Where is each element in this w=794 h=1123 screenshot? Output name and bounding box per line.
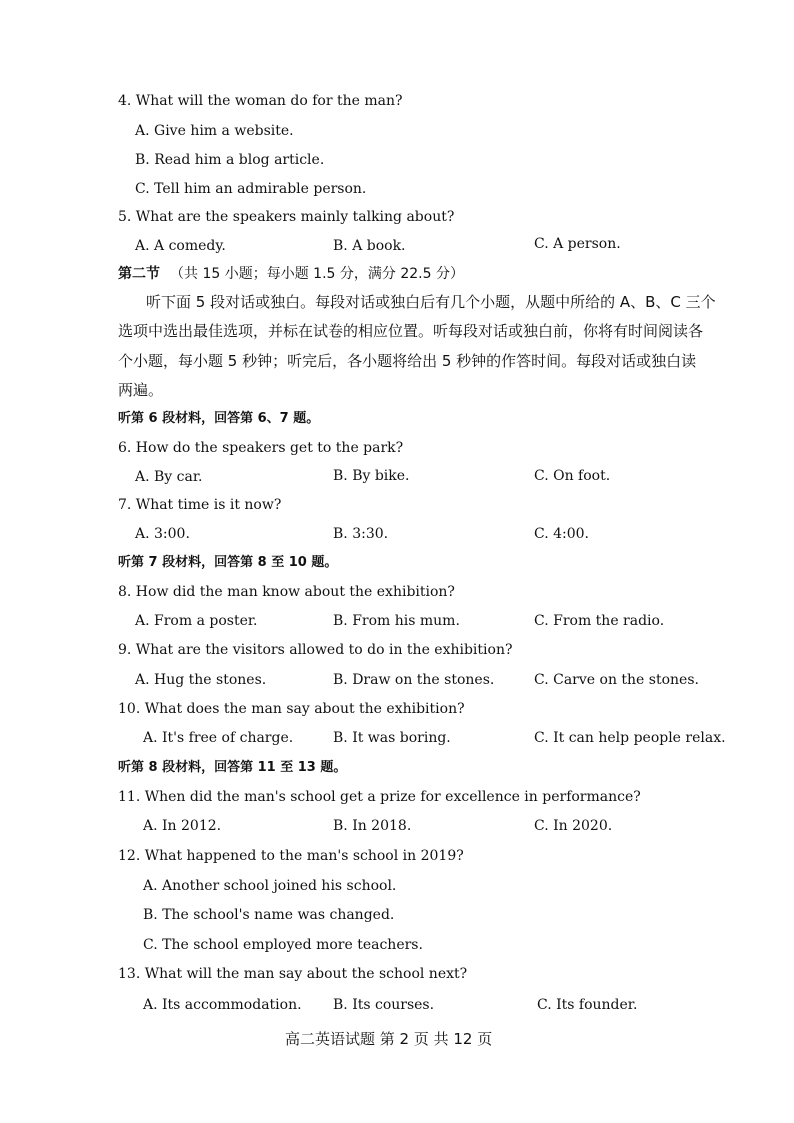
question-7-option-b: B. 3:30. [333, 526, 389, 542]
question-8-option-b: B. From his mum. [333, 613, 460, 629]
question-4-option-a: A. Give him a website. [135, 123, 294, 139]
question-11-option-b: B. In 2018. [333, 818, 412, 834]
question-8-option-a: A. From a poster. [135, 613, 258, 629]
question-5-option-c: C. A person. [534, 236, 621, 252]
question-7-option-c: C. 4:00. [534, 526, 590, 542]
question-6-stem: 6. How do the speakers get to the park? [118, 440, 404, 456]
question-5-stem: 5. What are the speakers mainly talking about? [118, 209, 455, 225]
question-11-option-c: C. In 2020. [534, 818, 613, 834]
question-13-option-b: B. Its courses. [333, 997, 435, 1013]
instruction-line: 个小题，每小题 5 秒钟；听完后，各小题将给出 5 秒钟的作答时间。每段对话或独白读 [118, 352, 697, 370]
question-10-option-b: B. It was boring. [333, 730, 451, 746]
instruction-line: 听下面 5 段对话或独白。每段对话或独白后有几个小题，从题中所给的 A、B、C 三个 [146, 293, 716, 311]
question-5-option-a: A. A comedy. [135, 238, 226, 254]
question-12-stem: 12. What happened to the man's school in 2019? [118, 848, 464, 864]
question-8-option-c: C. From the radio. [534, 613, 665, 629]
page-footer: 高二英语试题 第 2 页 共 12 页 [285, 1030, 493, 1048]
question-6-option-c: C. On foot. [534, 468, 611, 484]
section-title: 第二节 [118, 266, 160, 282]
question-4-option-c: C. Tell him an admirable person. [135, 181, 367, 197]
question-12-option-c: C. The school employed more teachers. [143, 937, 423, 953]
question-8-stem: 8. How did the man know about the exhibition? [118, 584, 455, 600]
question-9-option-b: B. Draw on the stones. [333, 672, 495, 688]
question-13-option-c: C. Its founder. [537, 997, 638, 1013]
question-6-option-b: B. By bike. [333, 468, 410, 484]
question-11-stem: 11. When did the man's school get a prize for excellence in performance? [118, 789, 641, 805]
question-9-option-c: C. Carve on the stones. [534, 672, 699, 688]
question-4-option-b: B. Read him a blog article. [135, 152, 325, 168]
instruction-line: 两遍。 [118, 381, 164, 399]
question-7-stem: 7. What time is it now? [118, 497, 282, 513]
question-9-option-a: A. Hug the stones. [135, 672, 267, 688]
group-heading: 听第 6 段材料，回答第 6、7 题。 [118, 411, 320, 426]
question-10-option-c: C. It can help people relax. [534, 730, 726, 746]
question-12-option-b: B. The school's name was changed. [143, 907, 395, 923]
question-7-option-a: A. 3:00. [135, 526, 190, 542]
question-12-option-a: A. Another school joined his school. [143, 878, 397, 894]
question-4-stem: 4. What will the woman do for the man? [118, 93, 403, 109]
section-scoring: （共 15 小题；每小题 1.5 分，满分 22.5 分） [170, 266, 464, 282]
question-9-stem: 9. What are the visitors allowed to do in the exhibition? [118, 642, 513, 658]
question-5-option-b: B. A book. [333, 238, 406, 254]
instruction-line: 选项中选出最佳选项，并标在试卷的相应位置。听每段对话或独白前，你将有时间阅读各 [118, 322, 704, 340]
group-heading: 听第 8 段材料，回答第 11 至 13 题。 [118, 760, 347, 775]
group-heading: 听第 7 段材料，回答第 8 至 10 题。 [118, 555, 338, 570]
question-6-option-a: A. By car. [135, 469, 203, 485]
question-10-stem: 10. What does the man say about the exhibition? [118, 701, 465, 717]
question-13-option-a: A. Its accommodation. [143, 997, 302, 1013]
question-10-option-a: A. It's free of charge. [143, 730, 294, 746]
question-13-stem: 13. What will the man say about the school next? [118, 966, 468, 982]
question-11-option-a: A. In 2012. [143, 818, 222, 834]
